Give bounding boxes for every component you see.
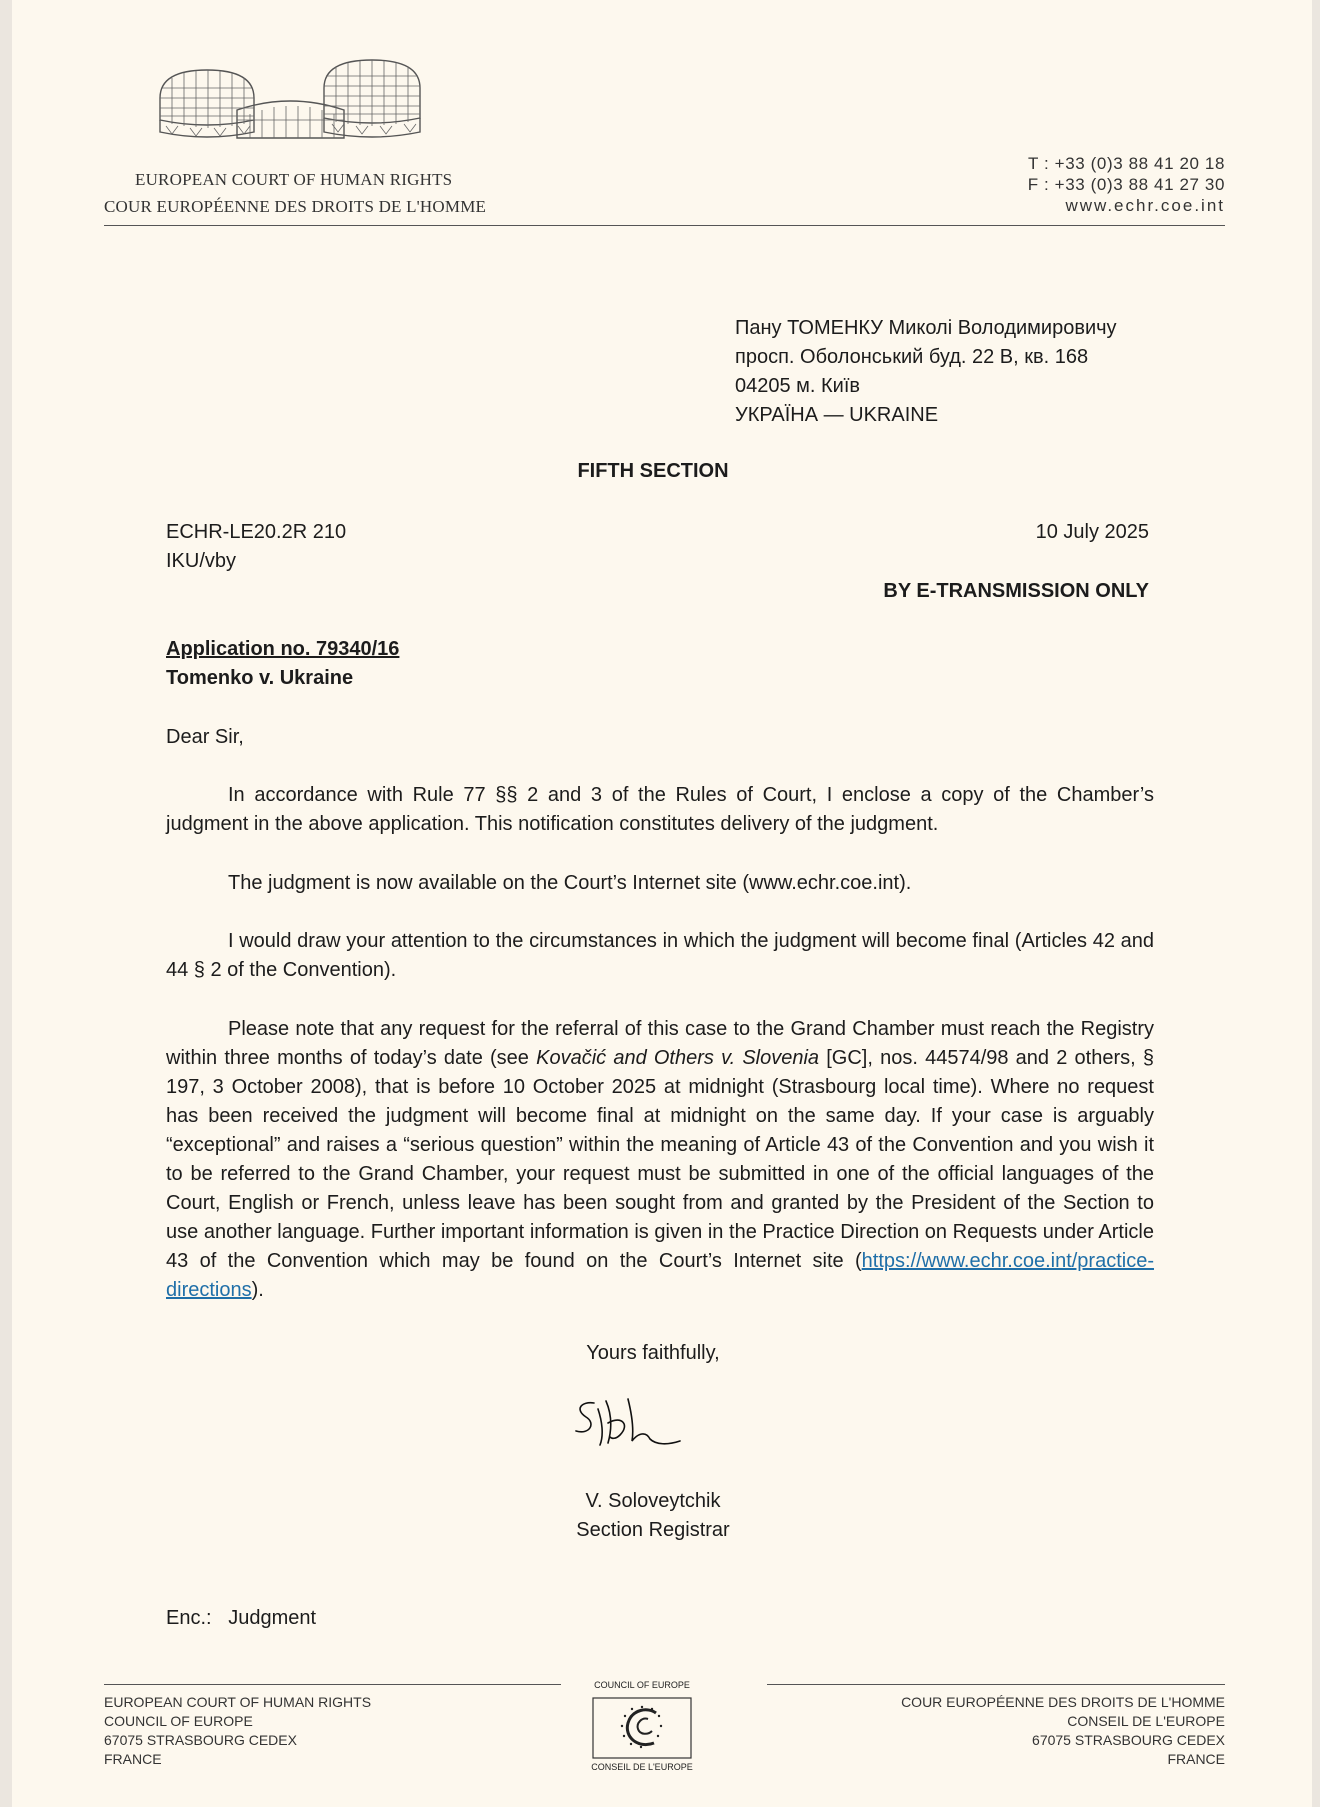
letter-page bbox=[12, 0, 1312, 1807]
paragraph-1: In accordance with Rule 77 §§ 2 and 3 of the Rules of Court, I enclose a copy of the Chamber’s judgment in the above application. This notification constitutes delivery of the judgment. bbox=[166, 784, 1154, 835]
council-of-europe-logo-icon bbox=[592, 1697, 692, 1759]
paragraph-3: I would draw your attention to the circumstances in which the judgment will become final (Articles 42 and 44 § 2 of the Convention). bbox=[166, 930, 1154, 981]
phone-number: T : +33 (0)3 88 41 20 18 bbox=[1028, 154, 1225, 173]
footer-divider-right bbox=[767, 1684, 1225, 1685]
contact-block bbox=[1028, 153, 1225, 216]
recipient-address bbox=[735, 314, 1117, 430]
coe-label-en: COUNCIL OF EUROPE bbox=[594, 1680, 690, 1690]
recipient-city: 04205 м. Київ bbox=[735, 375, 861, 397]
court-name-fr: COUR EUROPÉENNE DES DROITS DE L'HOMME bbox=[104, 197, 487, 216]
court-building-logo-icon bbox=[152, 58, 452, 158]
recipient-name: Пану ТОМЕНКУ Миколі Володимировичу bbox=[735, 317, 1117, 339]
reference-code: ECHR-LE20.2R 210 bbox=[166, 521, 347, 543]
signatory-role: Section Registrar bbox=[576, 1519, 730, 1541]
enclosure-label: Enc.: bbox=[166, 1607, 212, 1629]
practice-directions-link[interactable]: https://www.echr.coe.int/practice-directions bbox=[166, 1250, 1154, 1301]
court-name-en: EUROPEAN COURT OF HUMAN RIGHTS bbox=[135, 170, 453, 189]
paragraph-4: Please note that any request for the referral of this case to the Grand Chamber must reach the Registry within three months of today’s date (see Kovačić and Others v. Slovenia [GC], nos. 44574/98 and 2 others, § 197, 3 October 2008), that is before 10 October 2025 at midnight (Strasbourg local time). Where no request has been received the judgment will become final at midnight on the same day. If your case is arguably “exceptional” and raises a “serious question” within the meaning of Article 43 of the Convention and you wish it to be referred to the Grand Chamber, your request must be submitted in one of the official languages of the Court, English or French, unless leave has been sought from and granted by the President of the Section to use another language. Further important information is given in the Practice Direction on Requests under Article 43 of the Convention which may be found on the Court’s Internet site (https://www.echr.coe.int/practice-directions). bbox=[166, 1018, 1154, 1301]
transmission-note: BY E-TRANSMISSION ONLY bbox=[883, 580, 1149, 602]
reference-initials: IKU/vby bbox=[166, 550, 237, 572]
case-title: Tomenko v. Ukraine bbox=[166, 667, 354, 689]
reference-block bbox=[166, 518, 346, 576]
letter-date: 10 July 2025 bbox=[1035, 521, 1149, 543]
signatory-name: V. Soloveytchik bbox=[585, 1490, 721, 1512]
footer-address-fr: COUR EUROPÉENNE DES DROITS DE L'HOMME CONSEIL DE L'EUROPE 67075 STRASBOURG CEDEX FRANCE bbox=[901, 1694, 1225, 1767]
salutation: Dear Sir, bbox=[166, 726, 244, 748]
recipient-street: просп. Оболонський буд. 22 В, кв. 168 bbox=[735, 346, 1089, 368]
paragraph-2: The judgment is now available on the Court’s Internet site (www.echr.coe.int). bbox=[228, 872, 912, 894]
case-citation: Kovačić and Others v. Slovenia bbox=[536, 1047, 820, 1069]
footer-divider-left bbox=[104, 1684, 561, 1685]
application-number: Application no. 79340/16 bbox=[166, 638, 400, 660]
valediction: Yours faithfully, bbox=[586, 1342, 720, 1364]
signature-icon bbox=[572, 1395, 682, 1453]
signatory-block bbox=[12, 1487, 1312, 1545]
header-divider bbox=[104, 225, 1225, 226]
enclosure-item: Judgment bbox=[228, 1607, 317, 1629]
coe-label-fr: CONSEIL DE L'EUROPE bbox=[591, 1762, 693, 1772]
recipient-country: УКРАЇНА — UKRAINE bbox=[735, 404, 939, 426]
enclosure bbox=[166, 1604, 316, 1633]
application-block bbox=[166, 635, 399, 693]
fax-number: F : +33 (0)3 88 41 27 30 bbox=[1027, 175, 1225, 194]
footer-address-en: EUROPEAN COURT OF HUMAN RIGHTS COUNCIL OF EUROPE 67075 STRASBOURG CEDEX FRANCE bbox=[104, 1694, 372, 1767]
website-link[interactable]: www.echr.coe.int bbox=[1065, 196, 1225, 215]
section-heading: FIFTH SECTION bbox=[577, 460, 729, 482]
